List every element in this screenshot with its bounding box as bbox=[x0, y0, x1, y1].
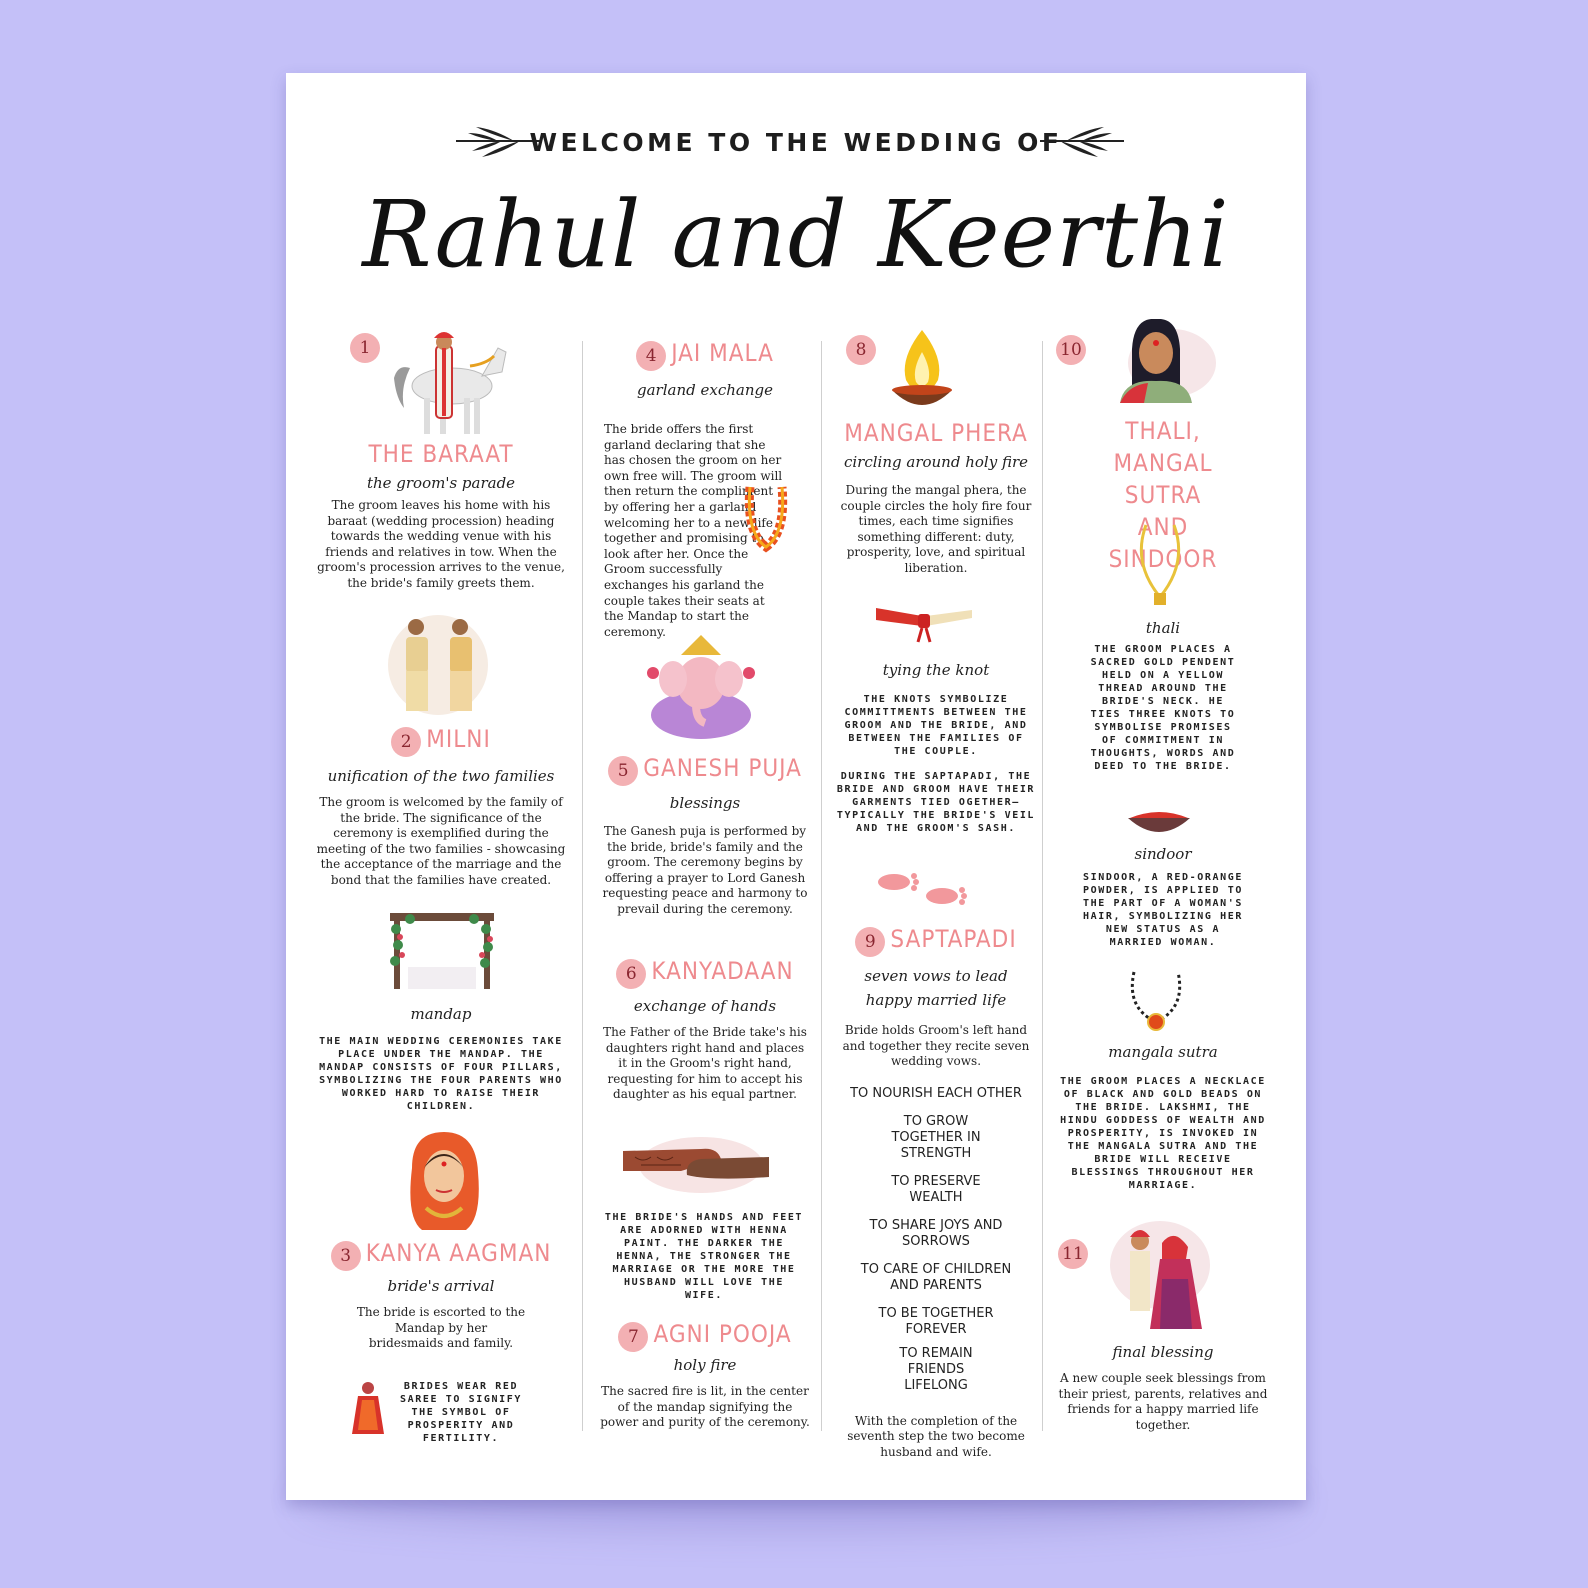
bride-portrait-icon bbox=[1104, 319, 1218, 405]
men-icon bbox=[386, 609, 496, 719]
section-subtitle: bride's arrival bbox=[387, 1277, 495, 1295]
column-divider bbox=[582, 341, 583, 1431]
section-subtitle: thali bbox=[1145, 619, 1181, 637]
section-subtitle: seven vows to lead bbox=[864, 967, 1008, 985]
section-tying-knot bbox=[836, 661, 1036, 835]
horse-groom-icon bbox=[390, 328, 510, 438]
couple-icon bbox=[1106, 1219, 1212, 1335]
section-subtitle: tying the knot bbox=[882, 661, 990, 679]
step-number: 7 bbox=[618, 1322, 648, 1352]
section-subtitle: holy fire bbox=[673, 1356, 737, 1374]
knot-icon bbox=[874, 604, 974, 644]
section-body: DURING THE SAPTAPADI, THE BRIDE AND GROOM HAVE THEIR GARMENTS TIED OGETHER—TYPICALLY THE BRIDE'S VEIL AND THE GROOM'S SASH. bbox=[836, 771, 1036, 834]
section-subtitle: garland exchange bbox=[637, 381, 773, 399]
column-divider bbox=[1042, 341, 1043, 1431]
section-subtitle: happy married life bbox=[865, 991, 1007, 1009]
garland-icon bbox=[742, 483, 792, 553]
step-number: 9 bbox=[855, 927, 885, 957]
section-body: A new couple seek blessings from their priest, parents, relatives and friends for a happy married life together. bbox=[1058, 1371, 1268, 1432]
step-number: 4 bbox=[636, 341, 666, 371]
section-mangala-sutra bbox=[1058, 1043, 1268, 1192]
section-kanya-aagman bbox=[316, 1239, 566, 1352]
section-subtitle: unification of the two families bbox=[327, 767, 555, 785]
footprints-icon bbox=[876, 868, 968, 910]
section-body: The sacred fire is lit, in the center of the mandap signifying the power and purity of the ceremony. bbox=[600, 1384, 810, 1430]
section-subtitle: blessings bbox=[669, 794, 741, 812]
section-note: BRIDES WEAR RED SAREE TO SIGNIFY THE SYMBOL OF PROSPERITY AND FERTILITY. bbox=[400, 1381, 522, 1444]
section-body: The Father of the Bride take's his daughters right hand and places it in the Groom's right hand, requesting for him to accept his daughter as his equal partner. bbox=[603, 1025, 807, 1102]
section-body: The bride is escorted to the Mandap by her bridesmaids and family. bbox=[356, 1305, 526, 1351]
section-jai-mala bbox=[600, 339, 810, 399]
section-body: SINDOOR, A RED-ORANGE POWDER, IS APPLIED TO THE PART OF A WOMAN'S HAIR, SYMBOLIZING HER NEW STATUS AS A MARRIED WOMAN. bbox=[1082, 872, 1244, 948]
section-ganesh-puja bbox=[600, 754, 810, 918]
section-title: KANYA AAGMAN bbox=[365, 1239, 552, 1267]
section-subtitle: mandap bbox=[410, 1005, 472, 1023]
step-number: 8 bbox=[846, 335, 876, 365]
section-title: THE BARAAT bbox=[368, 440, 514, 468]
mandap-icon bbox=[386, 911, 498, 993]
wedding-program-sign bbox=[286, 73, 1306, 1500]
section-title: KANYADAAN bbox=[651, 957, 794, 985]
section-sindoor bbox=[1058, 845, 1268, 949]
thali-necklace-icon bbox=[1132, 523, 1188, 609]
section-title: MANGAL PHERA bbox=[844, 419, 1028, 447]
section-body: The groom is welcomed by the family of the bride. The significance of the ceremony is exemplified during the meeting of the two families - showcasing the acceptance of the marriage and the bond that the families have created. bbox=[316, 795, 566, 887]
diya-fire-icon bbox=[890, 328, 954, 410]
vow-item: TO BE TOGETHER FOREVER bbox=[878, 1305, 994, 1337]
section-subtitle: final blessing bbox=[1112, 1343, 1214, 1361]
section-mandap bbox=[316, 1005, 566, 1113]
section-subtitle: exchange of hands bbox=[633, 997, 777, 1015]
step-number: 6 bbox=[616, 959, 646, 989]
sindoor-bowl-icon bbox=[1126, 806, 1192, 836]
step-number: 2 bbox=[391, 727, 421, 757]
vow-item: TO PRESERVE WEALTH bbox=[891, 1173, 981, 1205]
section-subtitle: circling around holy fire bbox=[843, 453, 1028, 471]
step-number: 1 bbox=[350, 333, 380, 363]
step-number: 10 bbox=[1056, 335, 1086, 365]
section-body: During the mangal phera, the couple circles the holy fire four times, each time signifies something different: duty, prosperity, love, and spiritual liberation. bbox=[840, 483, 1032, 575]
section-body: The groom leaves his home with his baraat (wedding procession) heading towards the wedding venue with his friends and relatives in tow. When the groom's procession arrives to the venue, the bride's family greets them. bbox=[317, 498, 565, 590]
couple-names: Rahul and Keerthi bbox=[362, 181, 1230, 288]
section-body: Bride holds Groom's left hand and together they recite seven wedding vows. bbox=[842, 1023, 1030, 1069]
section-thali bbox=[1058, 619, 1268, 773]
section-mangal-phera bbox=[836, 419, 1036, 577]
section-title: JAI MALA bbox=[671, 339, 774, 367]
section-baraat bbox=[316, 440, 566, 592]
mangala-sutra-icon bbox=[1126, 968, 1186, 1034]
welcome-heading: WELCOME TO THE WEDDING OF bbox=[529, 128, 1063, 157]
vow-item: TO NOURISH EACH OTHER bbox=[850, 1085, 1022, 1101]
section-body: The Ganesh puja is performed by the bride, bride's family and the groom. The ceremony begins by offering a prayer to Lord Ganesh requesting peace and harmony to prevail during the ceremony. bbox=[602, 824, 808, 916]
section-kanyadaan bbox=[600, 957, 810, 1103]
section-body: THE KNOTS SYMBOLIZE COMMITTMENTS BETWEEN THE GROOM AND THE BRIDE, AND BETWEEN THE FAMILIES OF THE COUPLE. bbox=[844, 694, 1028, 757]
vow-item: TO REMAIN FRIENDS LIFELONG bbox=[899, 1345, 973, 1393]
vow-item: TO SHARE JOYS AND SORROWS bbox=[869, 1217, 1003, 1249]
bride-icon bbox=[402, 1128, 486, 1232]
vow-item: TO GROW TOGETHER IN STRENGTH bbox=[891, 1113, 981, 1161]
section-title: SAPTAPADI bbox=[890, 925, 1017, 953]
section-note: THE BRIDE'S HANDS AND FEET ARE ADORNED WITH HENNA PAINT. THE DARKER THE HENNA, THE STRONGER THE MARRIAGE OR THE MORE THE HUSBAND WILL LOVE THE WIFE. bbox=[604, 1212, 804, 1301]
section-milni bbox=[316, 725, 566, 889]
step-number: 11 bbox=[1058, 1239, 1088, 1269]
section-final-blessing bbox=[1058, 1343, 1268, 1433]
step-number: 5 bbox=[608, 756, 638, 786]
small-bride-icon bbox=[348, 1380, 388, 1436]
section-subtitle: the groom's parade bbox=[366, 474, 516, 492]
section-subtitle: mangala sutra bbox=[1108, 1043, 1218, 1061]
vow-item: TO CARE OF CHILDREN AND PARENTS bbox=[860, 1261, 1012, 1293]
section-body: THE GROOM PLACES A SACRED GOLD PENDENT HELD ON A YELLOW THREAD AROUND THE BRIDE'S NECK. HE TIES THREE KNOTS TO SYMBOLISE PROMISES OF COMMITMENT IN THOUGHTS, WORDS AND DEED TO THE BRIDE. bbox=[1090, 644, 1236, 772]
section-subtitle: sindoor bbox=[1134, 845, 1192, 863]
step-number: 3 bbox=[331, 1241, 361, 1271]
section-body: THE MAIN WEDDING CEREMONIES TAKE PLACE UNDER THE MANDAP. THE MANDAP CONSISTS OF FOUR PILLARS, SYMBOLIZING THE FOUR PARENTS WHO WORKED HARD TO RAISE THEIR CHILDREN. bbox=[319, 1036, 563, 1112]
ganesh-icon bbox=[641, 633, 761, 741]
section-title: GANESH PUJA bbox=[643, 754, 802, 782]
column-divider bbox=[821, 341, 822, 1431]
section-title: MILNI bbox=[426, 725, 491, 753]
section-closing: With the completion of the seventh step the two become husband and wife. bbox=[847, 1413, 1025, 1459]
section-agni-pooja bbox=[600, 1320, 810, 1431]
section-body: The bride offers the first garland declaring that she has chosen the groom on her own free will. The groom will then return the compliment by offering her a garland welcoming her to a new life together and promising to look after her. Once the Groom successfully exchanges his garland the couple takes their seats at the Mandap to start the ceremony. bbox=[604, 422, 783, 639]
section-saptapadi bbox=[836, 925, 1036, 1461]
henna-hands-icon bbox=[621, 1131, 771, 1197]
section-title: THALI, MANGAL SUTRA AND SINDOOR bbox=[1108, 417, 1218, 573]
section-title: AGNI POOJA bbox=[653, 1320, 792, 1348]
section-body: THE GROOM PLACES A NECKLACE OF BLACK AND GOLD BEADS ON THE BRIDE. LAKSHMI, THE HINDU GODDESS OF WEALTH AND PROSPERITY, IS INVOKED IN THE MANGALA SUTRA AND THE BRIDE WILL RECEIVE BLESSINGS THROUGHOUT HER MARRIAGE. bbox=[1060, 1076, 1266, 1191]
